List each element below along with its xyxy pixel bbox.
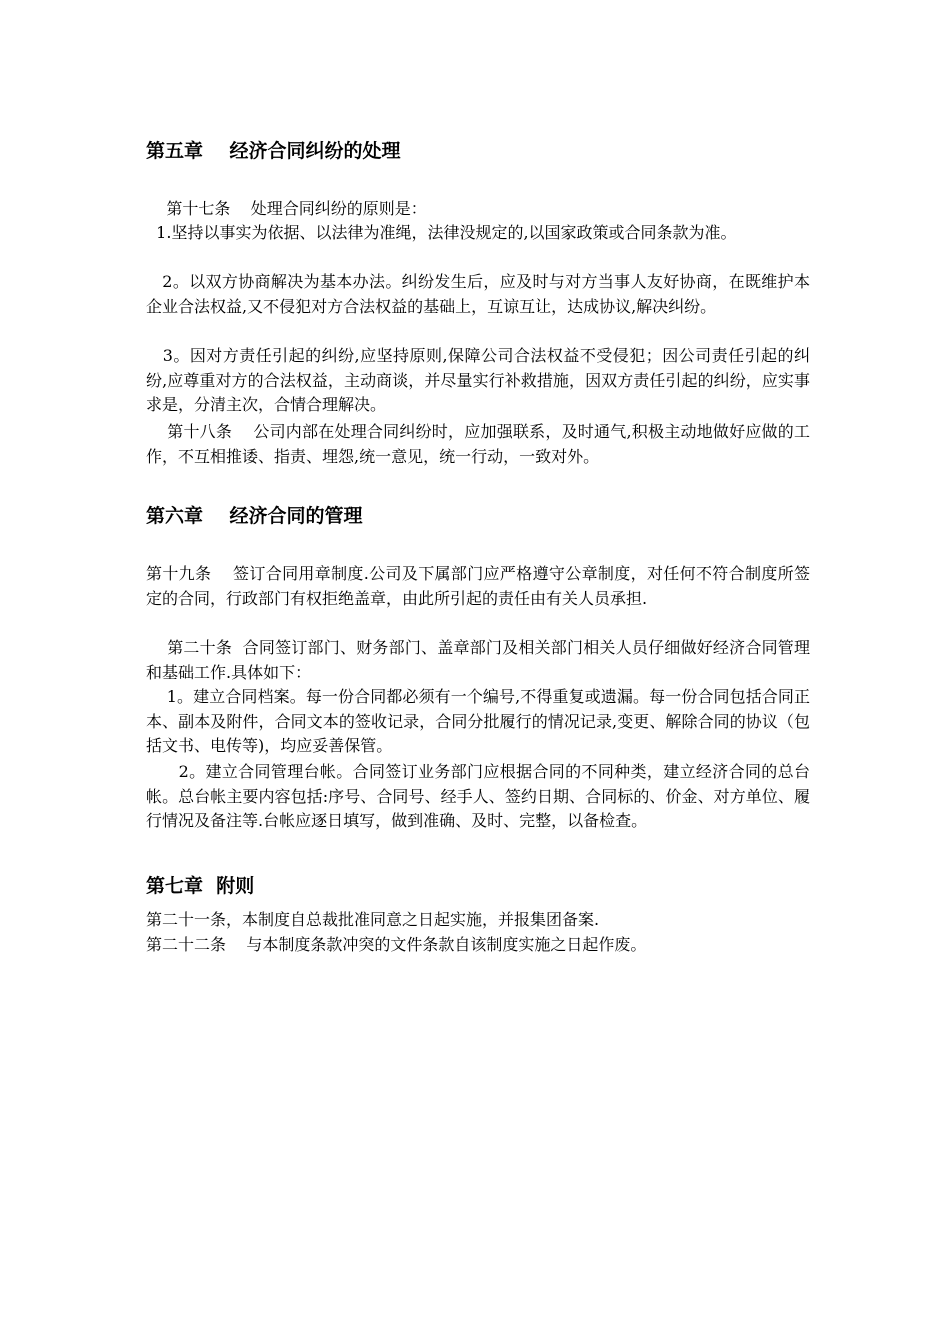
article-17-intro: 第十七条 处理合同纠纷的原则是： [146,199,427,218]
article-19: 第十九条 签订合同用章制度.公司及下属部门应严格遵守公章制度，对任何不符合制度所签定的合同，行政部门有权拒绝盖章，由此所引起的责任由有关人员承担. [146,564,810,608]
article-17-item-1: 1.坚持以事实为依据、以法律为准绳，法律没规定的,以国家政策或合同条款为准。 [146,223,737,242]
article-18: 第十八条 公司内部在处理合同纠纷时，应加强联系，及时通气,积极主动地做好应做的工作，不互相推诿、指责、埋怨,统一意见，统一行动，一致对外。 [146,422,810,466]
article-20-item-1: 1。建立合同档案。每一份合同都必须有一个编号,不得重复或遗漏。每一份合同包括合同正本、副本及附件，合同文本的签收记录，合同分批履行的情况记录,变更、解除合同的协议（包括文书、电传等)，均应妥善保管。 [146,687,810,755]
article-20-item-2: 2。建立合同管理台帐。合同签订业务部门应根据合同的不同种类，建立经济合同的总台帐。总台帐主要内容包括:序号、合同号、经手人、签约日期、合同标的、价金、对方单位、履行情况及备注等.台帐应逐日填写，做到准确、及时、完整，以备检查。 [146,762,811,830]
article-22: 第二十二条 与本制度条款冲突的文件条款自该制度实施之日起作废。 [146,935,647,954]
article-17-item-3: 3。因对方责任引起的纠纷,应坚持原则,保障公司合法权益不受侵犯；因公司责任引起的纠纷,应尊重对方的合法权益，主动商谈，并尽量实行补救措施，因双方责任引起的纠纷，应实事求是，分清主次，合情合理解决。 [146,346,810,414]
article-17-item-2: 2。以双方协商解决为基本办法。纠纷发生后，应及时与对方当事人友好协商，在既维护本企业合法权益,又不侵犯对方合法权益的基础上，互谅互让，达成协议,解决纠纷。 [146,272,810,316]
chapter-7-title: 第七章 附则 [146,875,255,897]
chapter-5-title: 第五章 经济合同纠纷的处理 [146,140,401,162]
chapter-6-title: 第六章 经济合同的管理 [146,505,363,527]
article-21: 第二十一条，本制度自总裁批准同意之日起实施，并报集团备案. [146,910,600,929]
article-20: 第二十条 合同签订部门、财务部门、盖章部门及相关部门相关人员仔细做好经济合同管理和基础工作.具体如下： [146,638,810,682]
